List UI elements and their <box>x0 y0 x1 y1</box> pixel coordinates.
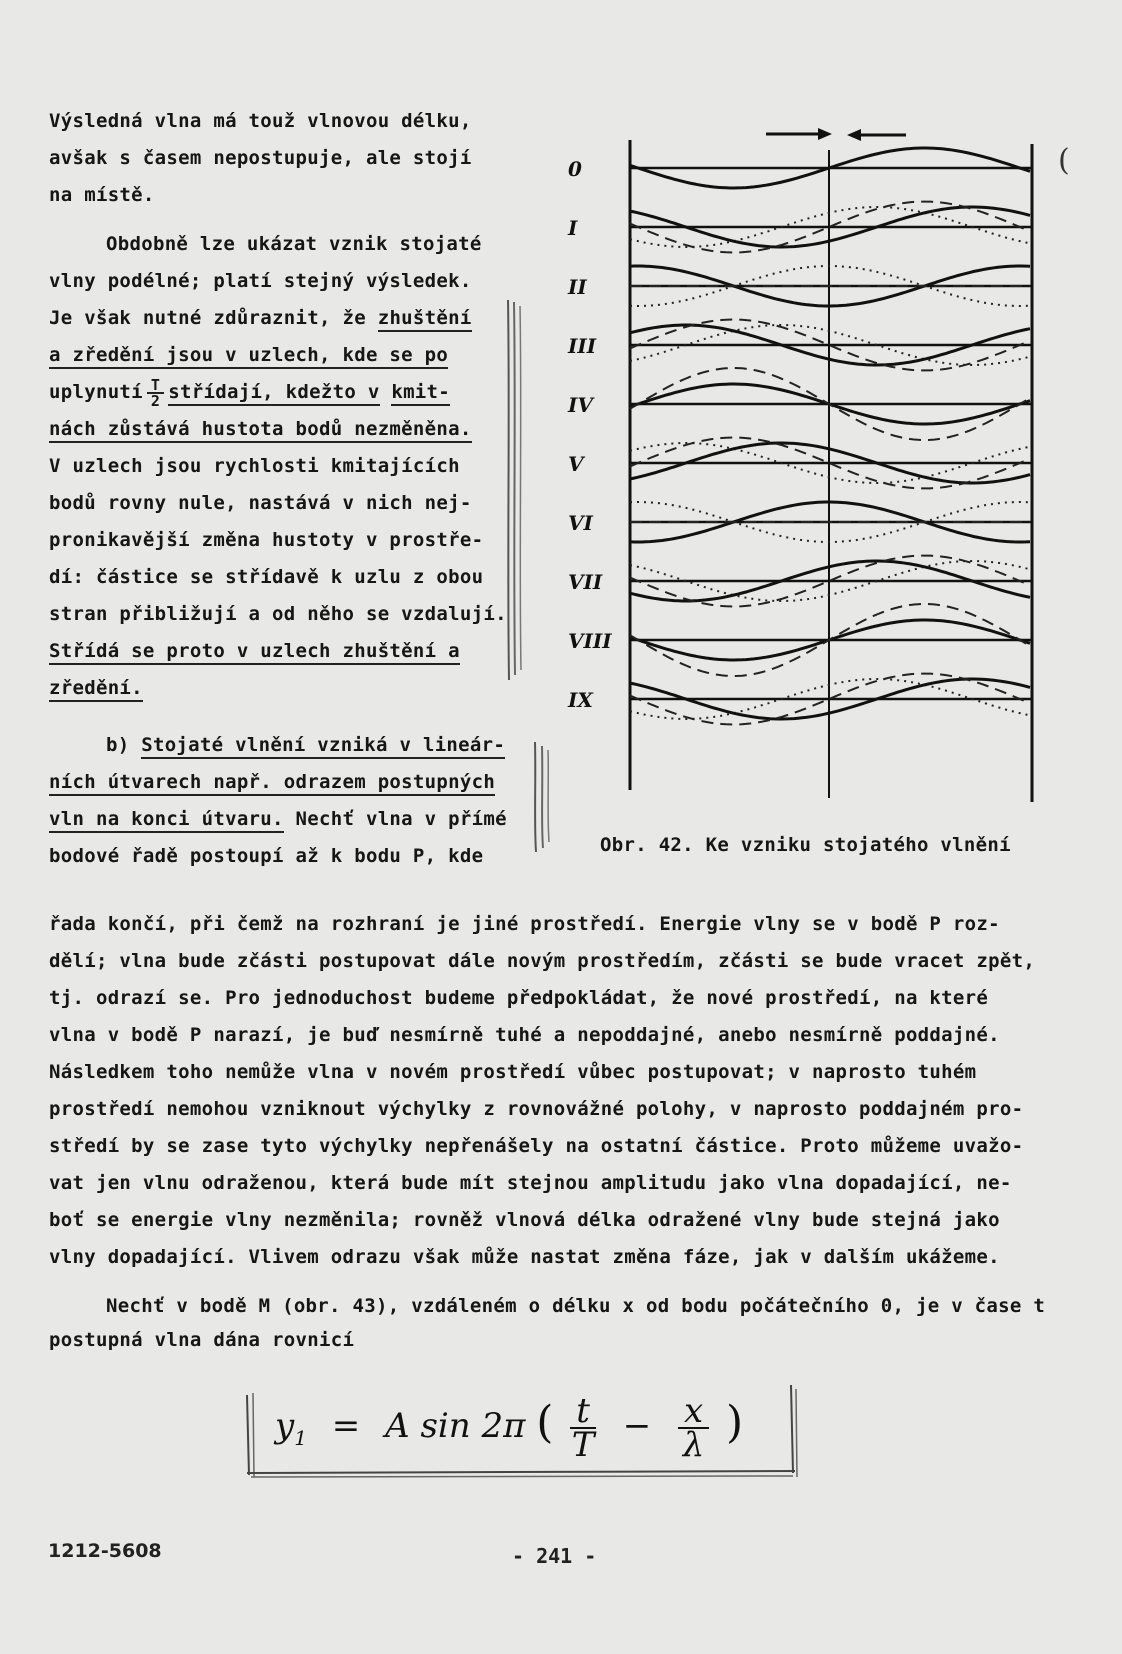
underlined-text: zředění. <box>49 677 143 702</box>
underlined-text: střídají, kdežto v <box>168 381 379 406</box>
text-line: vat jen vlnu odraženou, která bude mít stejnou amplitudu jako vlna dopadající, ne- <box>49 1172 1012 1194</box>
text-line: pronikavější změna hustoty v prostře- <box>49 529 484 551</box>
text-fragment: Nechť vlna v přímé <box>283 808 507 830</box>
row-label: V <box>568 452 584 476</box>
text-line: vlny dopadající. Vlivem odrazu však může nastat změna fáze, jak v dalším ukážeme. <box>49 1246 1000 1268</box>
row-label: IV <box>568 393 593 417</box>
underlined-text: a zředění jsou v uzlech, kde se po <box>49 344 448 369</box>
text-line: na místě. <box>49 184 155 206</box>
text-line: postupná vlna dána rovnicí <box>49 1329 355 1351</box>
text-line: stran přibližují a od něho se vzdalují. <box>49 603 507 625</box>
row-label: 0 <box>568 157 582 181</box>
text-line: Nechť v bodě M (obr. 43), vzdáleném o délku x od bodu počátečního 0, je v čase t <box>106 1295 1046 1317</box>
text-line: boť se energie vlny nezměnila; rovněž vlnová délka odražené vlny bude stejná jako <box>49 1209 1000 1231</box>
wave-row <box>567 368 1032 440</box>
fraction <box>147 375 164 410</box>
figure-caption: Obr. 42. Ke vzniku stojatého vlnění <box>600 834 1011 856</box>
wave-row <box>568 604 1032 676</box>
text-line <box>49 801 519 838</box>
formula-lhs: y <box>275 1406 295 1446</box>
wave-row <box>568 438 1032 489</box>
underlined-text: Střídá se proto v uzlech zhuštění a <box>49 640 460 665</box>
text-line: bodové řadě postoupí až k bodu P, kde <box>49 845 484 867</box>
text-line <box>49 670 519 707</box>
wave-row <box>568 502 1032 542</box>
text-line <box>49 374 519 411</box>
text-line <box>49 337 519 374</box>
paragraph-last <box>49 1288 1079 1355</box>
text-line: Obdobně lze ukázat vznik stojaté <box>106 233 482 255</box>
text-fragment: uplynutí <box>49 381 143 403</box>
underlined-text: zhuštění <box>378 307 472 332</box>
fraction-numerator: T <box>147 378 164 394</box>
fraction-numerator: x <box>678 1395 709 1429</box>
text-fragment: Je však nutné zdůraznit, že <box>49 307 378 329</box>
text-line <box>49 764 519 801</box>
wave-row <box>568 148 1032 188</box>
fraction-denominator: 2 <box>150 391 161 410</box>
row-label: III <box>568 334 597 358</box>
text-line <box>49 411 519 448</box>
paragraph-2 <box>49 226 519 707</box>
wave-equation: $y_1 = A$ sin 2π ( $\frac{t}{T}$ − $\frac{x}{\lambda}$ ) <box>275 1391 744 1465</box>
figure-rows <box>567 148 1032 725</box>
formula-equals: = <box>331 1406 361 1446</box>
wave-row <box>568 556 1032 607</box>
wave-row <box>567 674 1032 725</box>
row-label: I <box>568 216 578 240</box>
row-label: VIII <box>568 629 612 653</box>
margin-marks <box>530 742 554 852</box>
text-line: tj. odrazí se. Pro jednoduchost budeme předpokládat, že nové prostředí, na které <box>49 987 989 1009</box>
text-line: vlny podélné; platí stejný výsledek. <box>49 270 472 292</box>
text-line: V uzlech jsou rychlosti kmitajících <box>49 455 460 477</box>
text-line: vlna v bodě P narazí, je buď nesmírně tuhé a nepoddajné, anebo nesmírně poddajné. <box>49 1024 1000 1046</box>
text-line: řada končí, při čemž na rozhraní je jiné prostředí. Energie vlny se v bodě P roz- <box>49 913 1000 935</box>
row-label: VII <box>568 570 603 594</box>
arrow-right-icon <box>766 128 832 140</box>
fraction-t-over-T <box>570 1391 596 1465</box>
fraction-x-over-lambda <box>678 1391 709 1465</box>
underlined-text: ních útvarech např. odrazem postupných <box>49 771 495 796</box>
document-code: 1212-5608 <box>48 1540 162 1562</box>
text-fragment: b) <box>106 734 142 756</box>
arrow-left-icon <box>847 129 906 141</box>
row-label: VI <box>568 511 593 535</box>
margin-marks <box>502 300 532 680</box>
margin-mark: ( <box>1058 143 1070 178</box>
wave-row <box>567 202 1032 253</box>
formula-body: A sin 2π <box>385 1406 526 1446</box>
text-line: bodů rovny nule, nastává v nich nej- <box>49 492 472 514</box>
wave-row <box>567 266 1032 306</box>
underlined-text: nách zůstává hustota bodů nezměněna. <box>49 418 472 443</box>
paragraph-1 <box>49 103 519 214</box>
text-line: avšak s časem nepostupuje, ale stojí <box>49 147 472 169</box>
text-line <box>49 633 519 670</box>
text-line <box>49 727 519 764</box>
body-text <box>49 906 1079 1276</box>
fraction-numerator: t <box>570 1395 596 1429</box>
left-column <box>49 103 519 875</box>
underlined-text: Stojaté vlnění vzniká v lineár- <box>141 734 505 759</box>
row-label: II <box>568 275 587 299</box>
text-line: Výsledná vlna má touž vlnovou délku, <box>49 110 472 132</box>
page-number: - 241 - <box>512 1544 597 1568</box>
wave-row <box>567 320 1032 371</box>
row-label: IX <box>568 688 593 712</box>
text-line: prostředí nemohou vzniknout výchylky z rovnovážné polohy, v naprosto poddajném pro- <box>49 1098 1024 1120</box>
fraction-denominator: λ <box>682 1425 705 1465</box>
text-line: dělí; vlna bude zčásti postupovat dále novým prostředím, zčásti se bude vracet zpět, <box>49 950 1036 972</box>
formula-minus: − <box>622 1406 652 1446</box>
underlined-text: kmit- <box>391 381 450 406</box>
text-line: dí: částice se střídavě k uzlu z obou <box>49 566 484 588</box>
paragraph-3 <box>49 727 519 875</box>
text-line: středí by se zase tyto výchylky nepřenášely na ostatní částice. Proto můžeme uvažo- <box>49 1135 1024 1157</box>
fraction-denominator: T <box>571 1425 595 1465</box>
text-line: Následkem toho nemůže vlna v novém prostředí vůbec postupovat; v naprosto tuhém <box>49 1061 977 1083</box>
text-line <box>49 300 519 337</box>
formula-subscript: 1 <box>294 1425 307 1450</box>
standing-wave-figure <box>568 130 1036 800</box>
underlined-text: vln na konci útvaru. <box>49 808 284 833</box>
